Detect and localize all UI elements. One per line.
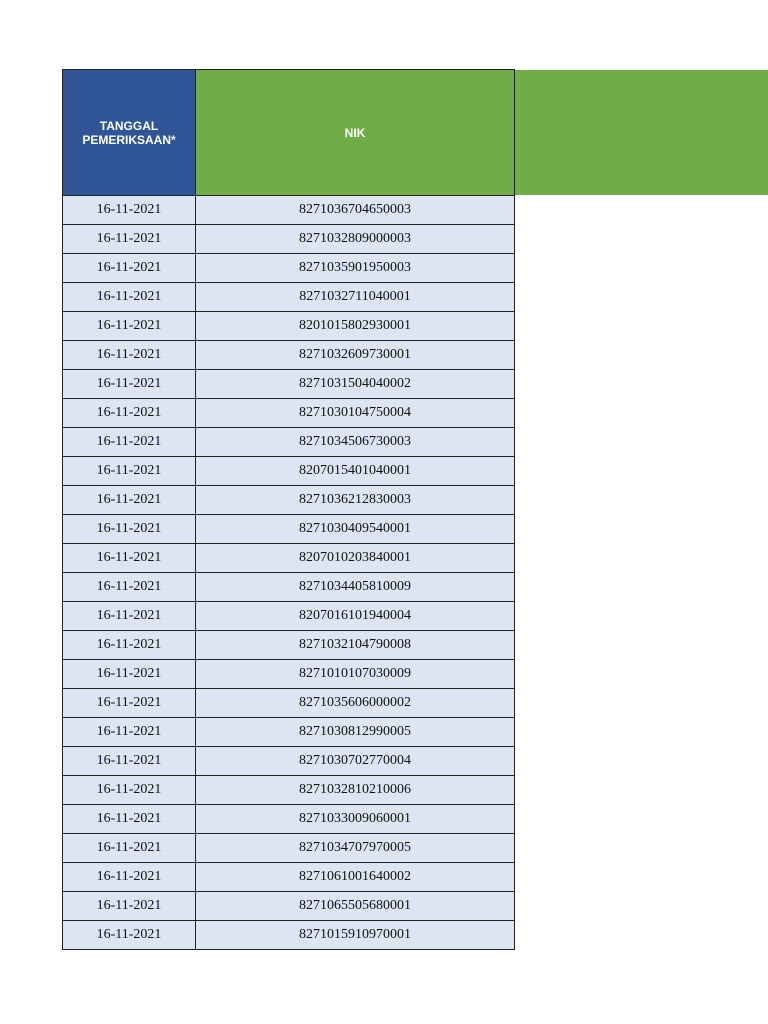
table-row: [63, 196, 515, 225]
cell-nik[interactable]: 8271032104790008: [196, 631, 515, 660]
cell-nik[interactable]: 8207010203840001: [196, 544, 515, 573]
cell-tanggal[interactable]: 16-11-2021: [63, 718, 196, 747]
cell-nik[interactable]: 8271033009060001: [196, 805, 515, 834]
cell-nik[interactable]: 8201015802930001: [196, 312, 515, 341]
table-header-row: [63, 70, 515, 196]
table-row: [63, 921, 515, 950]
cell-tanggal[interactable]: 16-11-2021: [63, 225, 196, 254]
table-row: [63, 892, 515, 921]
cell-tanggal[interactable]: 16-11-2021: [63, 631, 196, 660]
cell-tanggal[interactable]: 16-11-2021: [63, 399, 196, 428]
cell-tanggal[interactable]: 16-11-2021: [63, 689, 196, 718]
data-table: [62, 69, 515, 950]
cell-tanggal[interactable]: 16-11-2021: [63, 921, 196, 950]
table-row: [63, 834, 515, 863]
table-row: [63, 573, 515, 602]
cell-tanggal[interactable]: 16-11-2021: [63, 254, 196, 283]
column-header-nik-label: NIK: [344, 125, 366, 140]
table-row: [63, 863, 515, 892]
cell-tanggal[interactable]: 16-11-2021: [63, 283, 196, 312]
table-row: [63, 370, 515, 399]
cell-tanggal[interactable]: 16-11-2021: [63, 805, 196, 834]
cell-nik[interactable]: 8271032609730001: [196, 341, 515, 370]
cell-tanggal[interactable]: 16-11-2021: [63, 776, 196, 805]
cell-nik[interactable]: 8271031504040002: [196, 370, 515, 399]
cell-tanggal[interactable]: 16-11-2021: [63, 892, 196, 921]
cell-tanggal[interactable]: 16-11-2021: [63, 544, 196, 573]
column-header-nik[interactable]: [196, 70, 515, 196]
cell-nik[interactable]: 8207016101940004: [196, 602, 515, 631]
cell-nik[interactable]: 8271035606000002: [196, 689, 515, 718]
table-row: [63, 254, 515, 283]
table-row: [63, 225, 515, 254]
table-row: [63, 602, 515, 631]
cell-nik[interactable]: 8271030409540001: [196, 515, 515, 544]
table-row: [63, 457, 515, 486]
table-row: [63, 312, 515, 341]
table-row: [63, 515, 515, 544]
cell-tanggal[interactable]: 16-11-2021: [63, 312, 196, 341]
table-row: [63, 631, 515, 660]
cell-tanggal[interactable]: 16-11-2021: [63, 370, 196, 399]
table-row: [63, 283, 515, 312]
table-row: [63, 486, 515, 515]
column-header-tanggal-label: TANGGAL PEMERIKSAAN*: [82, 118, 176, 147]
cell-nik[interactable]: 8271032810210006: [196, 776, 515, 805]
table-row: [63, 689, 515, 718]
table-row: [63, 718, 515, 747]
table-row: [63, 660, 515, 689]
cell-nik[interactable]: 8271015910970001: [196, 921, 515, 950]
cell-nik[interactable]: 8271034405810009: [196, 573, 515, 602]
cell-tanggal[interactable]: 16-11-2021: [63, 747, 196, 776]
cell-tanggal[interactable]: 16-11-2021: [63, 196, 196, 225]
cell-nik[interactable]: 8271034506730003: [196, 428, 515, 457]
cell-nik[interactable]: 8271035901950003: [196, 254, 515, 283]
cell-nik[interactable]: 8271061001640002: [196, 863, 515, 892]
cell-nik[interactable]: 8271030104750004: [196, 399, 515, 428]
table-row: [63, 776, 515, 805]
cell-nik[interactable]: 8271010107030009: [196, 660, 515, 689]
table-row: [63, 399, 515, 428]
cell-tanggal[interactable]: 16-11-2021: [63, 834, 196, 863]
cell-tanggal[interactable]: 16-11-2021: [63, 486, 196, 515]
cell-tanggal[interactable]: 16-11-2021: [63, 863, 196, 892]
table-row: [63, 805, 515, 834]
table-row: [63, 544, 515, 573]
cell-tanggal[interactable]: 16-11-2021: [63, 602, 196, 631]
column-header-tanggal[interactable]: [63, 70, 196, 196]
cell-nik[interactable]: 8207015401040001: [196, 457, 515, 486]
cell-tanggal[interactable]: 16-11-2021: [63, 457, 196, 486]
table-row: [63, 428, 515, 457]
cell-nik[interactable]: 8271030702770004: [196, 747, 515, 776]
cell-nik[interactable]: 8271065505680001: [196, 892, 515, 921]
cell-nik[interactable]: 8271032809000003: [196, 225, 515, 254]
green-header-band: [514, 70, 768, 195]
cell-nik[interactable]: 8271036704650003: [196, 196, 515, 225]
cell-tanggal[interactable]: 16-11-2021: [63, 341, 196, 370]
cell-tanggal[interactable]: 16-11-2021: [63, 660, 196, 689]
cell-tanggal[interactable]: 16-11-2021: [63, 515, 196, 544]
cell-nik[interactable]: 8271036212830003: [196, 486, 515, 515]
cell-nik[interactable]: 8271030812990005: [196, 718, 515, 747]
cell-tanggal[interactable]: 16-11-2021: [63, 573, 196, 602]
table-body: [63, 196, 515, 950]
cell-nik[interactable]: 8271032711040001: [196, 283, 515, 312]
table-row: [63, 341, 515, 370]
cell-tanggal[interactable]: 16-11-2021: [63, 428, 196, 457]
table-row: [63, 747, 515, 776]
cell-nik[interactable]: 8271034707970005: [196, 834, 515, 863]
